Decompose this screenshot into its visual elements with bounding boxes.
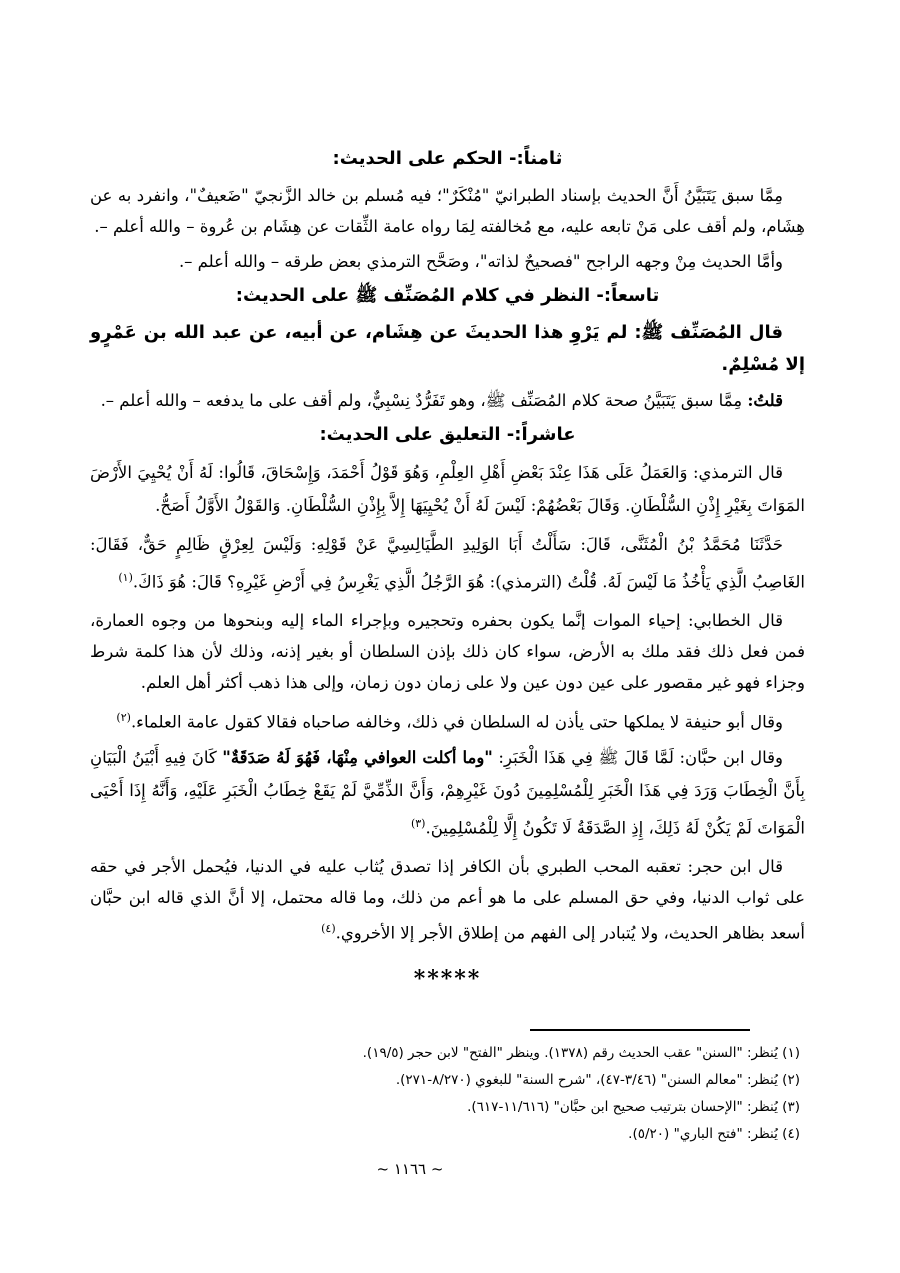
page-number: ~ ١١٦٦ ~ (376, 1160, 444, 1178)
section-heading-number: عاشراً (521, 424, 576, 445)
footnote-ref-1: (١) (118, 571, 133, 584)
page-body (90, 140, 805, 992)
section-heading-text: :- النظر في كلام المُصَنِّف ﷺ على الحديث: (235, 285, 612, 306)
paragraph-khattabi: قال الخطابي: إحياء الموات إنَّما يكون بحفره وتحجيره وبإجراء الماء إليه وبنحوها من وجوه العمارة، فمن فعل ذلك فقد ملك به الأرض، سواء كان ذلك بإذن السلطان أو بغير إذنه، وذلك لأن هذا كلمة شرط وجزاء فهو غير مقصور على عين دون عين ولا على زمان دون زمان، وإلى هذا ذهب أكثر أهل العلم. (90, 610, 805, 692)
section-heading-text: :- التعليق على الحديث: (319, 424, 522, 445)
footnotes (120, 1040, 800, 1148)
section-heading-number: ثامناً (523, 148, 563, 169)
note-text: مِمَّا سبق يَتَبَيَّنُ صحة كلام المُصَنِّف ﷺ، وهو تَفَرُّدٌ نِسْبِيٌّ، ولم أقف على ما يدفعه – والله أعلم –. (100, 391, 748, 410)
section-separator: ***** (413, 966, 482, 992)
footnote-2: (٢) يُنظر: "معالم السنن" (٣/٤٦-٤٧)، "شرح السنة" للبغوي (٨/٢٧٠-٢٧١). (395, 1072, 800, 1088)
section-heading-ninth (90, 281, 805, 311)
section-heading-number: تاسعاً (611, 285, 660, 306)
paragraph-author-note (90, 385, 805, 416)
note-label: قلتُ: (747, 391, 783, 410)
hadith-quote: "وما أكلت العوافي مِنْهَا، فَهُوَ لَهُ صَدَقَةٌ" (222, 748, 493, 767)
footnote-ref-2: (٢) (116, 710, 131, 724)
footnote-3: (٣) يُنظر: "الإحسان بترتيب صحيح ابن حبَّان" (١١/٦١٦-٦١٧). (467, 1099, 800, 1115)
footnote-divider (530, 1029, 750, 1031)
abu-hanifa-text: وقال أبو حنيفة لا يملكها حتى يأذن له السلطان في ذلك، وخالفه صاحباه فقالا كقول عامة العلماء. (130, 712, 783, 731)
section-heading-eighth (90, 144, 805, 174)
author-quote: قال المُصَنِّف ﷺ: لم يَرْوِ هذا الحديثَ عن هِشَام، عن أبيه، عن عبد الله بن عَمْرٍو إلا مُسْلِمٌ. (90, 322, 805, 375)
paragraph-ruling-1: مِمَّا سبق يَتَبَيَّنُ أَنَّ الحديث بإسناد الطبرانيّ "مُنْكَرٌ"؛ فيه مُسلم بن خالد الزَّنجيّ "ضَعيفٌ"، وانفرد به عن هِشَام، ولم أقف على مَنْ تابعه عليه، مع مُخالفته لِمَا رواه عامة الثِّقات عن هِشَام بن عُروة – والله أعلم –. (90, 186, 805, 236)
ibn-hajar-text: قال ابن حجر: تعقبه المحب الطبري بأن الكافر إذا تصدق يُثاب عليه في الدنيا، فيُحمل الأجر في حقه على ثواب الدنيا، وفي حق المسلم على ما هو أعم من ذلك، وما قاله محتمل، إلا أنَّ الذي قاله ابن حبَّان أسعد بظاهر الحديث، ولا يُتبادر إلى الفهم من إطلاق الأجر إلا الأخروي. (90, 856, 805, 942)
paragraph-abu-hanifa (90, 702, 805, 738)
footnote-ref-4: (٤) (321, 921, 336, 935)
ibn-hibban-text: كَانَ فِيهِ أَبْيَنُ الْبَيَانِ بِأَنَّ الْخِطَابَ وَرَدَ فِي هَذَا الْخَبَرِ لِلْمُسْلِمِينَ دُونَ غَيْرِهِمْ، وَأَنَّ الذِّمِّيَّ لَمْ يَقَعْ خِطَابُ الْخَبَرِ عَلَيْهِ، وَأَنَّهُ إِذَا أَحْيَى الْمَوَاتَ لَمْ يَكُنْ لَهُ ذَلِكَ، إِذِ الصَّدَقَةُ لَا تَكُونُ إِلَّا لِلْمُسْلِمِينَ. (90, 748, 805, 838)
narration-text: حَدَّثَنَا مُحَمَّدُ بْنُ الْمُثَنَّى، قَالَ: سَأَلْتُ أَبَا الوَلِيدِ الطَّيَالِسِيَّ عَنْ قَوْلِهِ: وَلَيْسَ لِعِرْقٍ ظَالِمٍ حَقٌّ، فَقَالَ: الغَاصِبُ الَّذِي يَأْخُذُ مَا لَيْسَ لَهُ. قُلْتُ (الترمذي): هُوَ الرَّجُلُ الَّذِي يَغْرِسُ فِي أَرْضِ غَيْرِهِ؟ قَالَ: هُوَ ذَاكَ. (90, 535, 805, 592)
paragraph-ibn-hibban (90, 741, 805, 845)
ibn-hibban-intro: وقال ابن حبَّان: لَمَّا قَالَ ﷺ فِي هَذَا الْخَبَرِ: (492, 748, 783, 767)
paragraph-ibn-hajar (90, 851, 805, 949)
footnote-ref-3: (٣) (410, 817, 426, 830)
section-heading-text: :- الحكم على الحديث: (332, 148, 524, 169)
section-heading-tenth (90, 420, 805, 450)
paragraph-tirmidhi-narration (90, 528, 805, 599)
paragraph-tirmidhi-comment: قال الترمذي: وَالعَمَلُ عَلَى هَذَا عِنْدَ بَعْضِ أَهْلِ العِلْمِ، وَهُوَ قَوْلُ أَحْمَدَ، وَإِسْحَاقَ، قَالُوا: لَهُ أَنْ يُحْيِيَ الأَرْضَ المَوَاتَ بِغَيْرِ إِذْنِ السُّلْطَانِ. وَقَالَ بَعْضُهُمْ: لَيْسَ لَهُ أَنْ يُحْيِيَهَا إِلاَّ بِإِذْنِ السُّلْطَانِ. وَالقَوْلُ الأَوَّلُ أَصَحُّ. (90, 463, 805, 515)
footnote-1: (١) يُنظر: "السنن" عقب الحديث رقم (١٣٧٨). وينظر "الفتح" لابن حجر (١٩/٥). (362, 1045, 800, 1061)
footnote-4: (٤) يُنظر: "فتح الباري" (٥/٢٠). (628, 1126, 800, 1142)
paragraph-ruling-2: وأمَّا الحديث مِنْ وجهه الراجح "فصحيحٌ لذاته"، وصَحَّح الترمذي بعض طرقه – والله أعلم –. (178, 252, 783, 271)
